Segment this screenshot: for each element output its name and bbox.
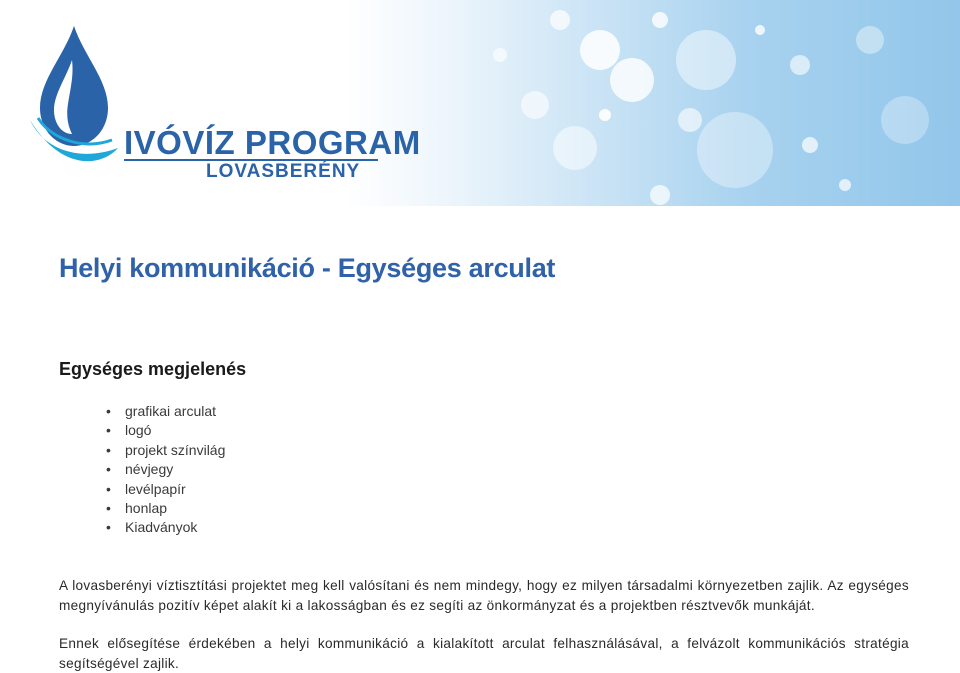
list-item: • projekt színvilág [106,441,225,460]
bullet-list [106,402,225,538]
paragraph-project: A lovasberényi víztisztítási projektet meg kell valósítani és nem mindegy, hogy ez milyen társadalmi környezetben zajlik. Az egységes megnyívánulás pozitív képet alakít ki a lakosságban és ez segíti az önkormányzat és a projektben résztvevők munkáját. [59,578,909,613]
header-banner [0,0,960,206]
water-drop-logo-icon [30,26,118,161]
bubbles-decoration [493,10,929,205]
section-title: Egységes megjelenés [59,359,247,379]
page-title: Helyi kommunikáció - Egységes arculat [59,253,556,283]
list-item: • logó [106,421,225,440]
banner-graphic [0,0,960,206]
list-item: • levélpapír [106,480,225,499]
list-item: • névjegy [106,460,225,479]
list-item: • Kiadványok [106,518,225,537]
list-item: • honlap [106,499,225,518]
logo-title: IVÓVÍZ PROGRAM [124,124,421,161]
list-item: • grafikai arculat [106,402,225,421]
paragraph-communication: Ennek elősegítése érdekében a helyi kommunikáció a kialakított arculat felhasználásával, a felvázolt kommunikációs stratégia segítségével zajlik. [59,636,909,671]
logo-subtitle: LOVASBERÉNY [206,161,361,182]
